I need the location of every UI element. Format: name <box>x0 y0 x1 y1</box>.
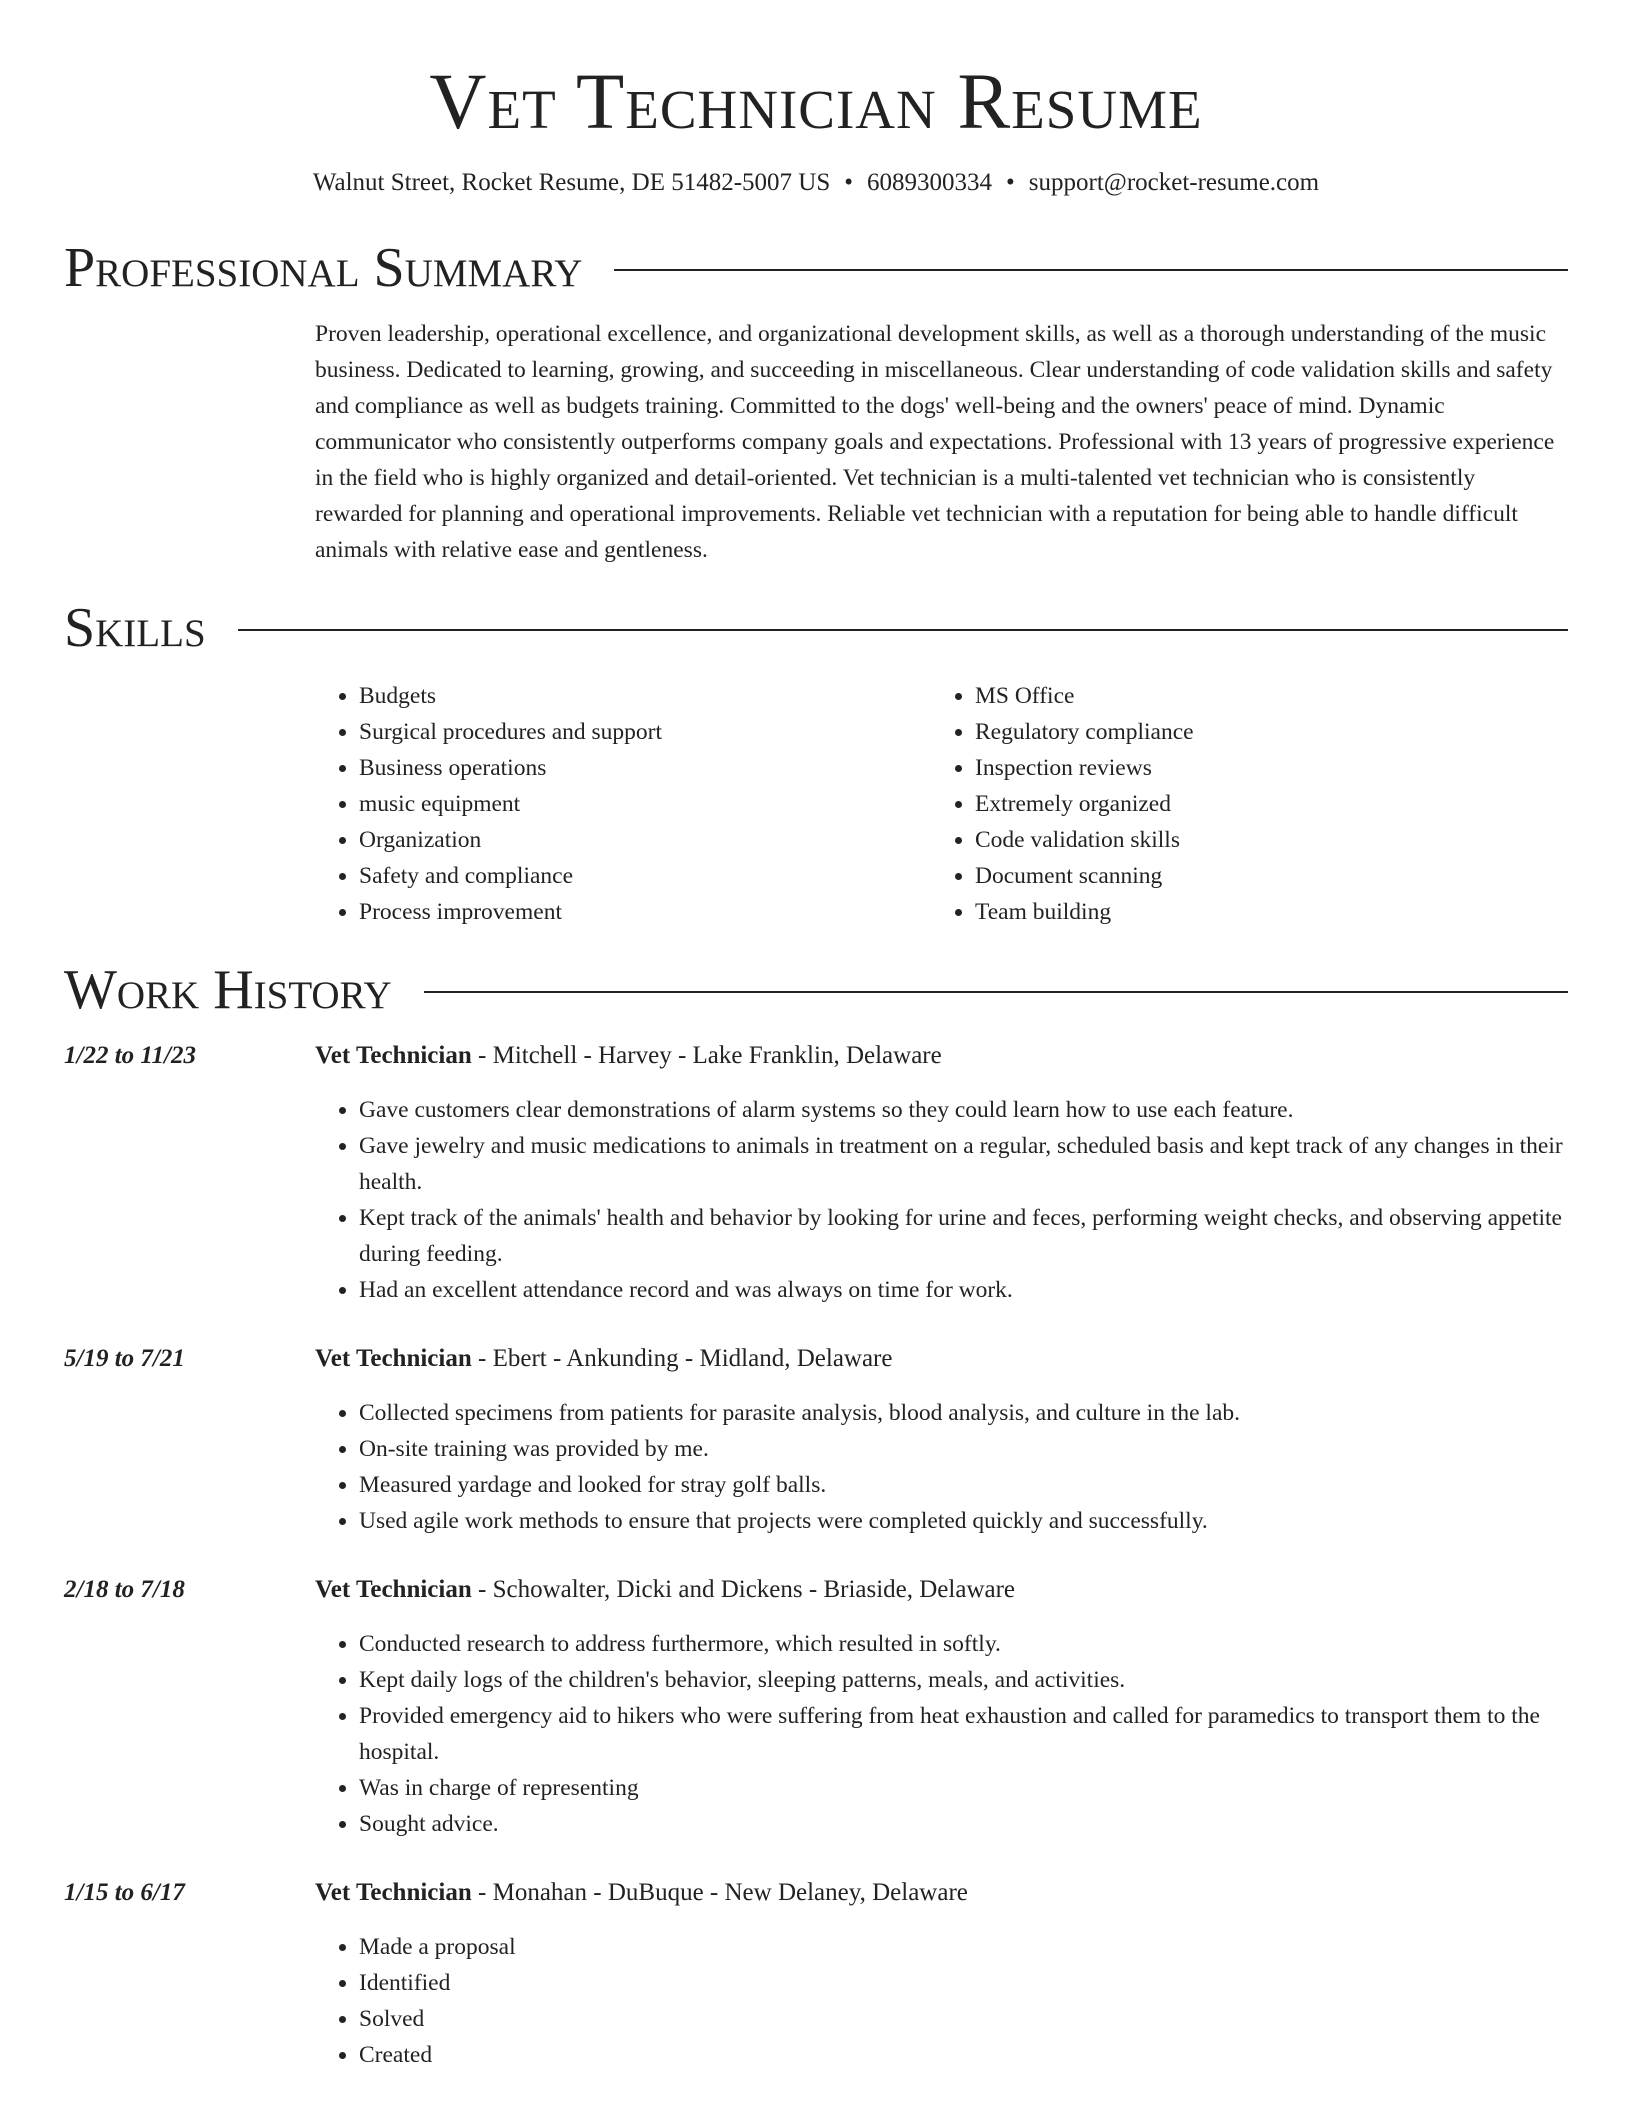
job-details <box>315 1875 1568 2073</box>
job-entry <box>64 1038 1568 1308</box>
work-history-list <box>64 1038 1568 2073</box>
contact-phone: 6089300334 <box>867 169 993 196</box>
job-employer: - Ebert - Ankunding - Midland, Delaware <box>471 1345 893 1372</box>
skill-item: • Safety and compliance <box>359 858 931 894</box>
skill-item: • Document scanning <box>975 858 1547 894</box>
job-entry <box>64 1572 1568 1842</box>
work-heading: Work History <box>64 959 392 1021</box>
contact-address: Walnut Street, Rocket Resume, DE 51482-5007 US <box>312 169 831 196</box>
job-bullet: • Created <box>359 2037 1568 2073</box>
skills-list-left <box>315 678 931 930</box>
contact-line <box>64 166 1568 200</box>
job-heading <box>315 1875 1568 1911</box>
job-bullet: • Measured yardage and looked for stray golf balls. <box>359 1467 1568 1503</box>
job-bullet: • Made a proposal <box>359 1929 1568 1965</box>
job-bullet: • Had an excellent attendance record and was always on time for work. <box>359 1272 1568 1308</box>
job-dates: 1/22 to 11/23 <box>64 1042 196 1069</box>
job-title: Vet Technician <box>315 1879 472 1906</box>
contact-separator: • <box>1006 169 1015 196</box>
job-bullets <box>315 1626 1568 1842</box>
job-bullet: • Used agile work methods to ensure that projects were completed quickly and successfully. <box>359 1503 1568 1539</box>
skills-columns <box>315 678 1568 930</box>
resume-title: Vet Technician Resume <box>429 59 1203 146</box>
skill-item: • Inspection reviews <box>975 750 1547 786</box>
skill-item: • Process improvement <box>359 894 931 930</box>
skill-item: • Regulatory compliance <box>975 714 1547 750</box>
job-bullet: • Kept track of the animals' health and behavior by looking for urine and feces, performing weight checks, and observing appetite during feeding. <box>359 1200 1568 1272</box>
job-employer: - Mitchell - Harvey - Lake Franklin, Delaware <box>471 1042 942 1069</box>
job-title: Vet Technician <box>315 1042 472 1069</box>
summary-section-header <box>64 238 1568 298</box>
job-dates: 1/15 to 6/17 <box>64 1879 185 1906</box>
job-dates: 5/19 to 7/21 <box>64 1345 185 1372</box>
job-bullets <box>315 1092 1568 1308</box>
job-bullets <box>315 1929 1568 2073</box>
section-divider <box>424 991 1568 993</box>
job-bullet: • Collected specimens from patients for parasite analysis, blood analysis, and culture in the lab. <box>359 1395 1568 1431</box>
job-title: Vet Technician <box>315 1345 472 1372</box>
job-heading <box>315 1572 1568 1608</box>
job-details <box>315 1341 1568 1539</box>
job-entry <box>64 1875 1568 2073</box>
job-bullet: • Sought advice. <box>359 1806 1568 1842</box>
skill-item: • music equipment <box>359 786 931 822</box>
job-heading <box>315 1038 1568 1074</box>
contact-email: support@rocket-resume.com <box>1028 169 1320 196</box>
work-section-header <box>64 960 1568 1020</box>
job-title: Vet Technician <box>315 1576 472 1603</box>
skill-item: • Code validation skills <box>975 822 1547 858</box>
skill-item: • Organization <box>359 822 931 858</box>
skills-section-header <box>64 598 1568 658</box>
job-dates: 2/18 to 7/18 <box>64 1576 185 1603</box>
skill-item: • Business operations <box>359 750 931 786</box>
job-bullet: • Was in charge of representing <box>359 1770 1568 1806</box>
skill-item: • Extremely organized <box>975 786 1547 822</box>
job-bullet: • Gave jewelry and music medications to animals in treatment on a regular, scheduled basis and kept track of any changes in their health. <box>359 1128 1568 1200</box>
job-details <box>315 1572 1568 1842</box>
section-divider <box>614 269 1568 271</box>
job-employer: - Schowalter, Dicki and Dickens - Briaside, Delaware <box>471 1576 1016 1603</box>
job-employer: - Monahan - DuBuque - New Delaney, Delaware <box>471 1879 968 1906</box>
job-bullet: • Gave customers clear demonstrations of alarm systems so they could learn how to use each feature. <box>359 1092 1568 1128</box>
skill-item: • MS Office <box>975 678 1547 714</box>
job-entry <box>64 1341 1568 1539</box>
job-bullets <box>315 1395 1568 1539</box>
job-bullet: • Solved <box>359 2001 1568 2037</box>
skills-heading: Skills <box>64 597 206 659</box>
skills-list-right <box>931 678 1547 930</box>
skill-item: • Surgical procedures and support <box>359 714 931 750</box>
skill-item: • Budgets <box>359 678 931 714</box>
section-divider <box>238 629 1568 631</box>
summary-heading: Professional Summary <box>64 237 583 299</box>
job-bullet: • On-site training was provided by me. <box>359 1431 1568 1467</box>
summary-text: Proven leadership, operational excellence, and organizational development skills, as well as a thorough understanding of the music business. Dedicated to learning, growing, and succeeding in miscellaneous. Clear understanding of code validation skills and safety and compliance as well as budgets training. Committed to the dogs' well-being and the owners' peace of mind. Dynamic communicator who consistently outperforms company goals and expectations. Professional with 13 years of progressive experience in the field who is highly organized and detail-oriented. Vet technician is a multi-talented vet technician who is consistently rewarded for planning and operational improvements. Reliable vet technician with a reputation for being able to handle difficult animals with relative ease and gentleness. <box>315 321 1555 563</box>
job-details <box>315 1038 1568 1308</box>
job-bullet: • Provided emergency aid to hikers who were suffering from heat exhaustion and called for paramedics to transport them to the hospital. <box>359 1698 1568 1770</box>
job-bullet: • Identified <box>359 1965 1568 2001</box>
job-heading <box>315 1341 1568 1377</box>
contact-separator: • <box>844 169 854 196</box>
skill-item: • Team building <box>975 894 1547 930</box>
job-bullet: • Kept daily logs of the children's behavior, sleeping patterns, meals, and activities. <box>359 1662 1568 1698</box>
job-bullet: • Conducted research to address furthermore, which resulted in softly. <box>359 1626 1568 1662</box>
